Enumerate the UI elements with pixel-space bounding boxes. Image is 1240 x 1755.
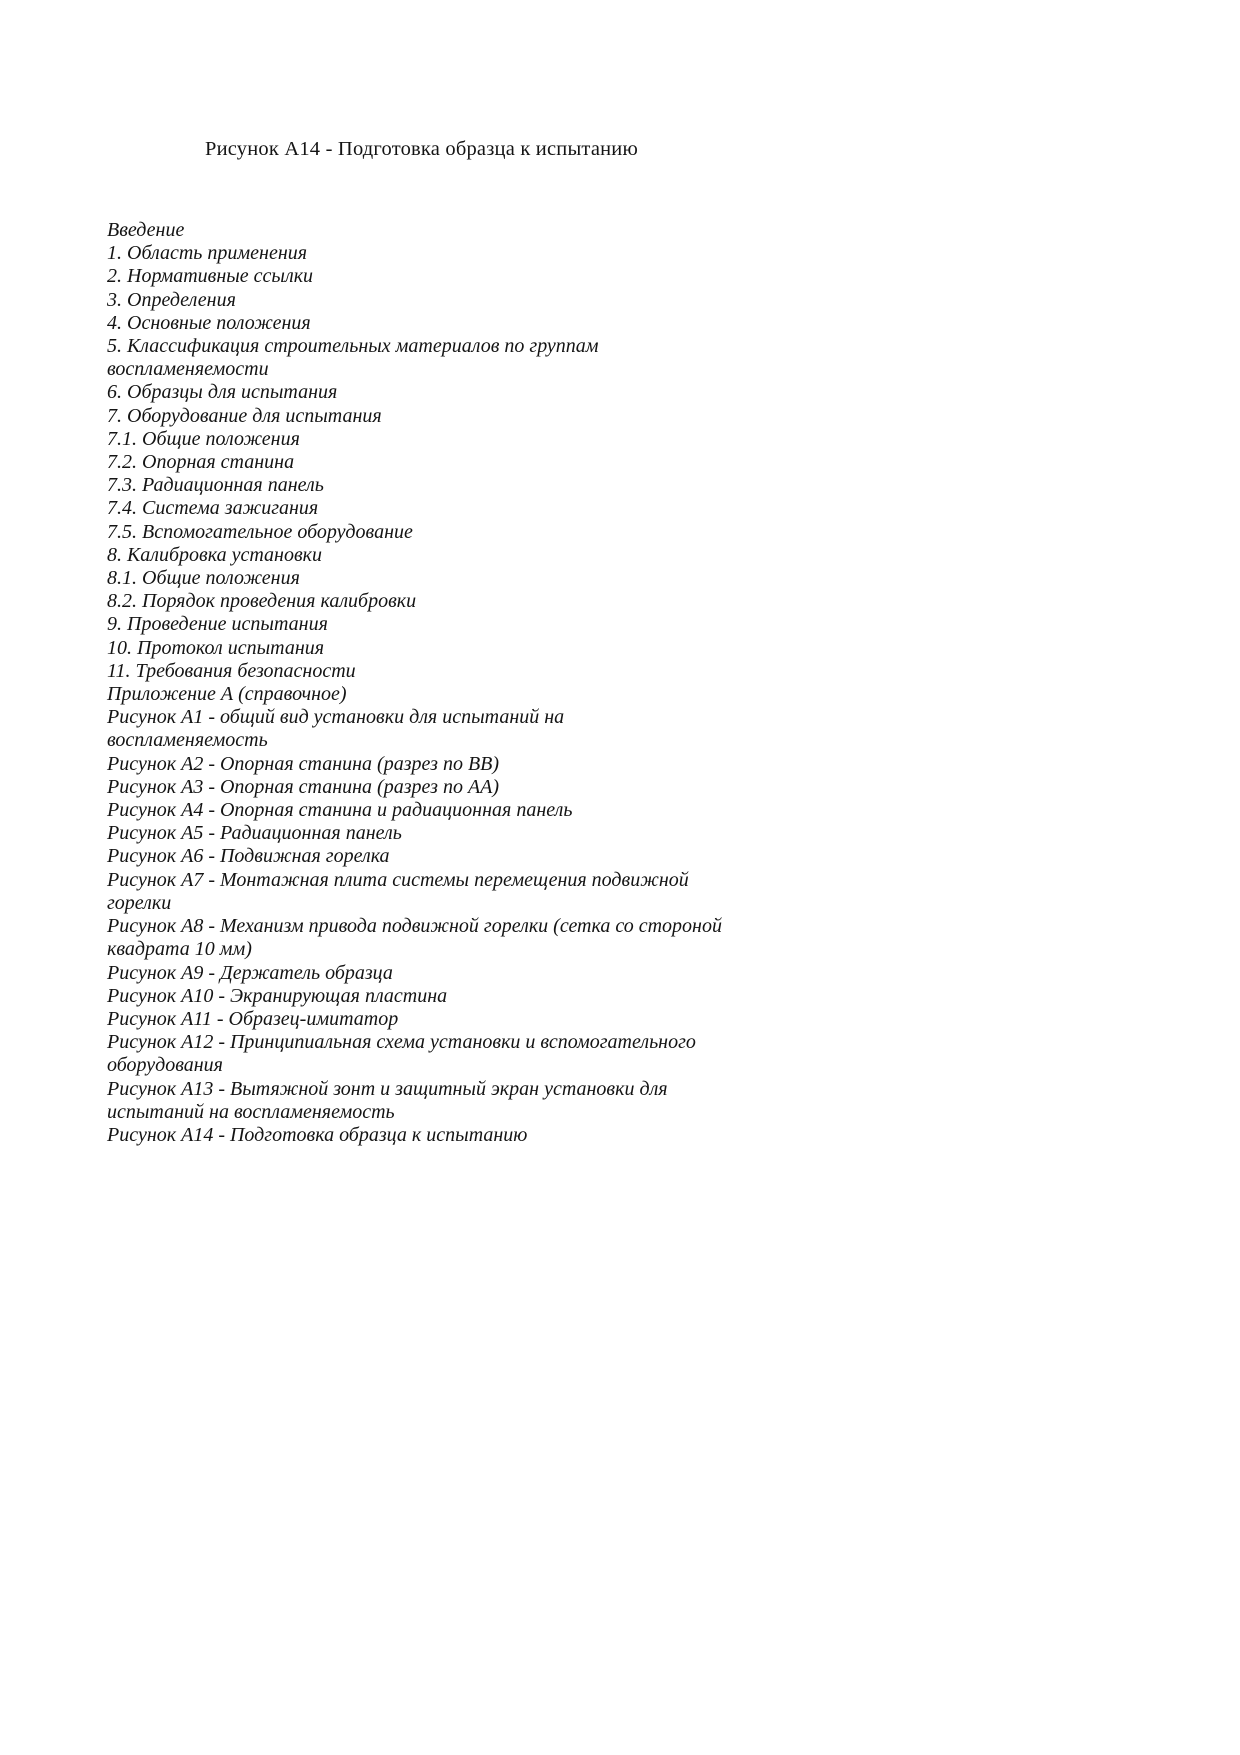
- toc-line: 10. Протокол испытания: [107, 636, 325, 659]
- toc-line: воспламеняемости: [107, 358, 269, 381]
- toc-line: 6. Образцы для испытания: [107, 381, 338, 404]
- table-of-contents: [107, 219, 767, 1147]
- toc-line: оборудования: [107, 1054, 223, 1077]
- toc-line: Рисунок А12 - Принципиальная схема установки и вспомогательного: [107, 1031, 696, 1054]
- toc-line: Рисунок А6 - Подвижная горелка: [107, 845, 390, 868]
- toc-line: 8.2. Порядок проведения калибровки: [107, 590, 417, 613]
- toc-line: 8. Калибровка установки: [107, 543, 322, 566]
- toc-line: 7.4. Система зажигания: [107, 497, 319, 520]
- toc-line: 2. Нормативные ссылки: [107, 265, 314, 288]
- toc-line: 5. Классификация строительных материалов по группам: [107, 335, 599, 358]
- toc-line: Рисунок А5 - Радиационная панель: [107, 822, 402, 845]
- toc-line: 9. Проведение испытания: [107, 613, 328, 636]
- figure-caption-title: Рисунок А14 - Подготовка образца к испытанию: [205, 138, 638, 160]
- toc-line: Рисунок А4 - Опорная станина и радиационная панель: [107, 799, 573, 822]
- toc-line: Рисунок А1 - общий вид установки для испытаний на: [107, 706, 565, 729]
- toc-line: испытаний на воспламеняемость: [107, 1100, 395, 1123]
- toc-line: Приложение А (справочное): [107, 683, 347, 706]
- toc-line: Рисунок А13 - Вытяжной зонт и защитный экран установки для: [107, 1077, 668, 1100]
- toc-line: Введение: [107, 219, 185, 241]
- toc-line: 7.5. Вспомогательное оборудование: [107, 520, 413, 543]
- toc-line: горелки: [107, 891, 172, 914]
- toc-line: 4. Основные положения: [107, 311, 311, 334]
- toc-line: 7.1. Общие положения: [107, 427, 300, 450]
- toc-line: 8.1. Общие положения: [107, 567, 300, 590]
- toc-line: Рисунок А10 - Экранирующая пластина: [107, 984, 448, 1007]
- toc-line: квадрата 10 мм): [107, 938, 252, 961]
- toc-line: 11. Требования безопасности: [107, 659, 356, 682]
- toc-line: Рисунок А8 - Механизм привода подвижной горелки (сетка со стороной: [107, 915, 722, 938]
- toc-line: 7.2. Опорная станина: [107, 451, 295, 474]
- toc-line: 3. Определения: [107, 288, 236, 311]
- toc-line: Рисунок А3 - Опорная станина (разрез по АА): [107, 775, 500, 798]
- toc-line: 7.3. Радиационная панель: [107, 474, 324, 497]
- toc-line: 1. Область применения: [107, 242, 308, 265]
- toc-line: воспламеняемость: [107, 729, 268, 752]
- toc-line: Рисунок А2 - Опорная станина (разрез по ВВ): [107, 752, 500, 775]
- toc-line: Рисунок А7 - Монтажная плита системы перемещения подвижной: [107, 868, 689, 891]
- toc-line: Рисунок А14 - Подготовка образца к испытанию: [107, 1123, 528, 1146]
- toc-line: Рисунок А9 - Держатель образца: [107, 961, 393, 984]
- toc-line: Рисунок А11 - Образец-имитатор: [107, 1007, 399, 1030]
- toc-line: 7. Оборудование для испытания: [107, 404, 382, 427]
